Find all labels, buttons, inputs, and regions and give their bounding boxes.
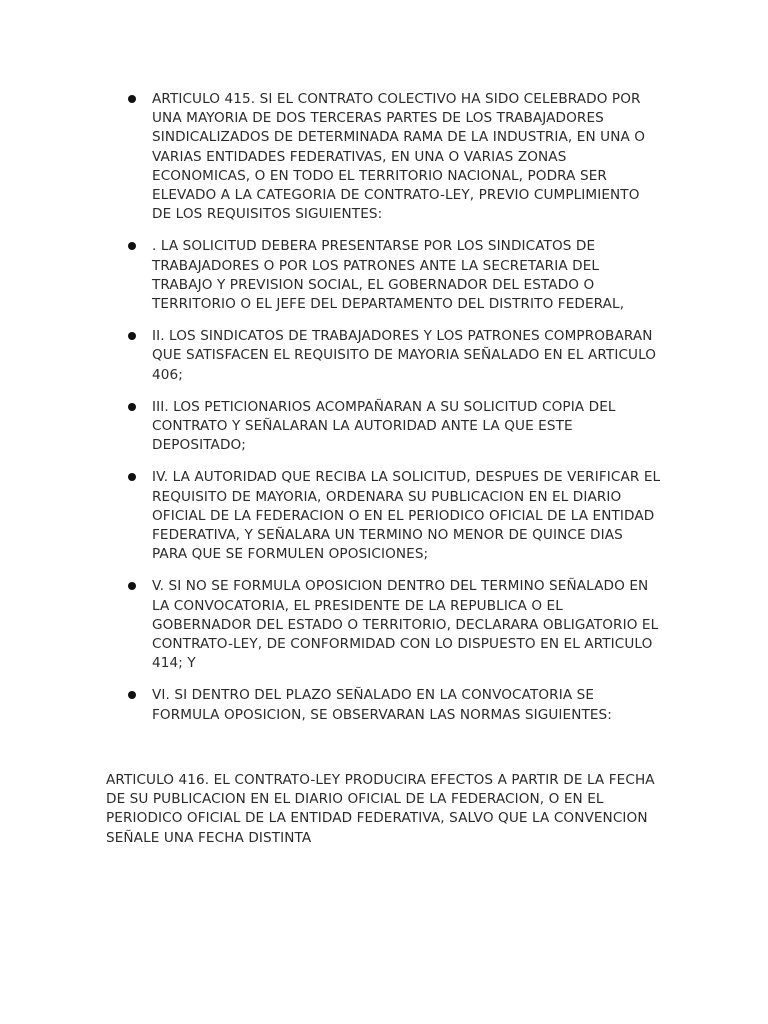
bullet-icon xyxy=(128,332,136,340)
article-415-list xyxy=(122,90,662,738)
bullet-icon xyxy=(128,242,136,250)
bullet-icon xyxy=(128,473,136,481)
bullet-icon xyxy=(128,691,136,699)
list-item xyxy=(122,327,662,385)
list-item-text: V. SI NO SE FORMULA OPOSICION DENTRO DEL TERMINO SEÑALADO EN LA CONVOCATORIA, EL PRESIDENTE DE LA REPUBLICA O EL GOBERNADOR DEL ESTADO O TERRITORIO, DECLARARA OBLIGATORIO EL CONTRATO-LEY, DE CONFORMIDAD CON LO DISPUESTO EN EL ARTICULO 414; Y xyxy=(152,578,659,672)
list-item xyxy=(122,90,662,224)
list-item-text: VI. SI DENTRO DEL PLAZO SEÑALADO EN LA CONVOCATORIA SE FORMULA OPOSICION, SE OBSERVARAN LAS NORMAS SIGUIENTES: xyxy=(152,687,612,723)
article-416-paragraph: ARTICULO 416. EL CONTRATO-LEY PRODUCIRA EFECTOS A PARTIR DE LA FECHA DE SU PUBLICACION EN EL DIARIO OFICIAL DE LA FEDERACION, O EN EL PERIODICO OFICIAL DE LA ENTIDAD FEDERATIVA, SALVO QUE LA CONVENCION SEÑALE UNA FECHA DISTINTA xyxy=(106,772,655,846)
list-item-text: II. LOS SINDICATOS DE TRABAJADORES Y LOS PATRONES COMPROBARAN QUE SATISFACEN EL REQUISITO DE MAYORIA SEÑALADO EN EL ARTICULO 406; xyxy=(152,328,657,383)
list-item-text: III. LOS PETICIONARIOS ACOMPAÑARAN A SU SOLICITUD COPIA DEL CONTRATO Y SEÑALARAN LA AUTORIDAD ANTE LA QUE ESTE DEPOSITADO; xyxy=(152,398,616,454)
bullet-icon xyxy=(128,403,136,411)
list-item-text: . LA SOLICITUD DEBERA PRESENTARSE POR LOS SINDICATOS DE TRABAJADORES O POR LOS PATRONES ANTE LA SECRETARIA DEL TRABAJO Y PREVISION SOCIAL, EL GOBERNADOR DEL ESTADO O TERRITORIO O EL JEFE DEL DEPARTAMENTO DEL DISTRITO FEDERAL, xyxy=(152,238,625,313)
list-item xyxy=(122,468,662,564)
bullet-icon xyxy=(128,95,136,103)
list-item xyxy=(122,398,662,456)
list-item xyxy=(122,686,662,724)
list-item-text: ARTICULO 415. SI EL CONTRATO COLECTIVO HA SIDO CELEBRADO POR UNA MAYORIA DE DOS TERCERAS PARTES DE LOS TRABAJADORES SINDICALIZADOS DE DETERMINADA RAMA DE LA INDUSTRIA, EN UNA O VARIAS ENTIDADES FEDERATIVAS, EN UNA O VARIAS ZONAS ECONOMICAS, O EN TODO EL TERRITORIO NACIONAL, PODRA SER ELEVADO A LA CATEGORIA DE CONTRATO-LEY, PREVIO CUMPLIMIENTO DE LOS REQUISITOS SIGUIENTES: xyxy=(152,91,646,223)
list-item xyxy=(122,237,662,314)
list-item-text: IV. LA AUTORIDAD QUE RECIBA LA SOLICITUD, DESPUES DE VERIFICAR EL REQUISITO DE MAYORIA, ORDENARA SU PUBLICACION EN EL DIARIO OFICIAL DE LA FEDERACION O EN EL PERIODICO OFICIAL DE LA ENTIDAD FEDERATIVA, Y SEÑALARA UN TERMINO NO MENOR DE QUINCE DIAS PARA QUE SE FORMULEN OPOSICIONES; xyxy=(152,469,661,563)
bullet-icon xyxy=(128,582,136,590)
list-item xyxy=(122,577,662,673)
